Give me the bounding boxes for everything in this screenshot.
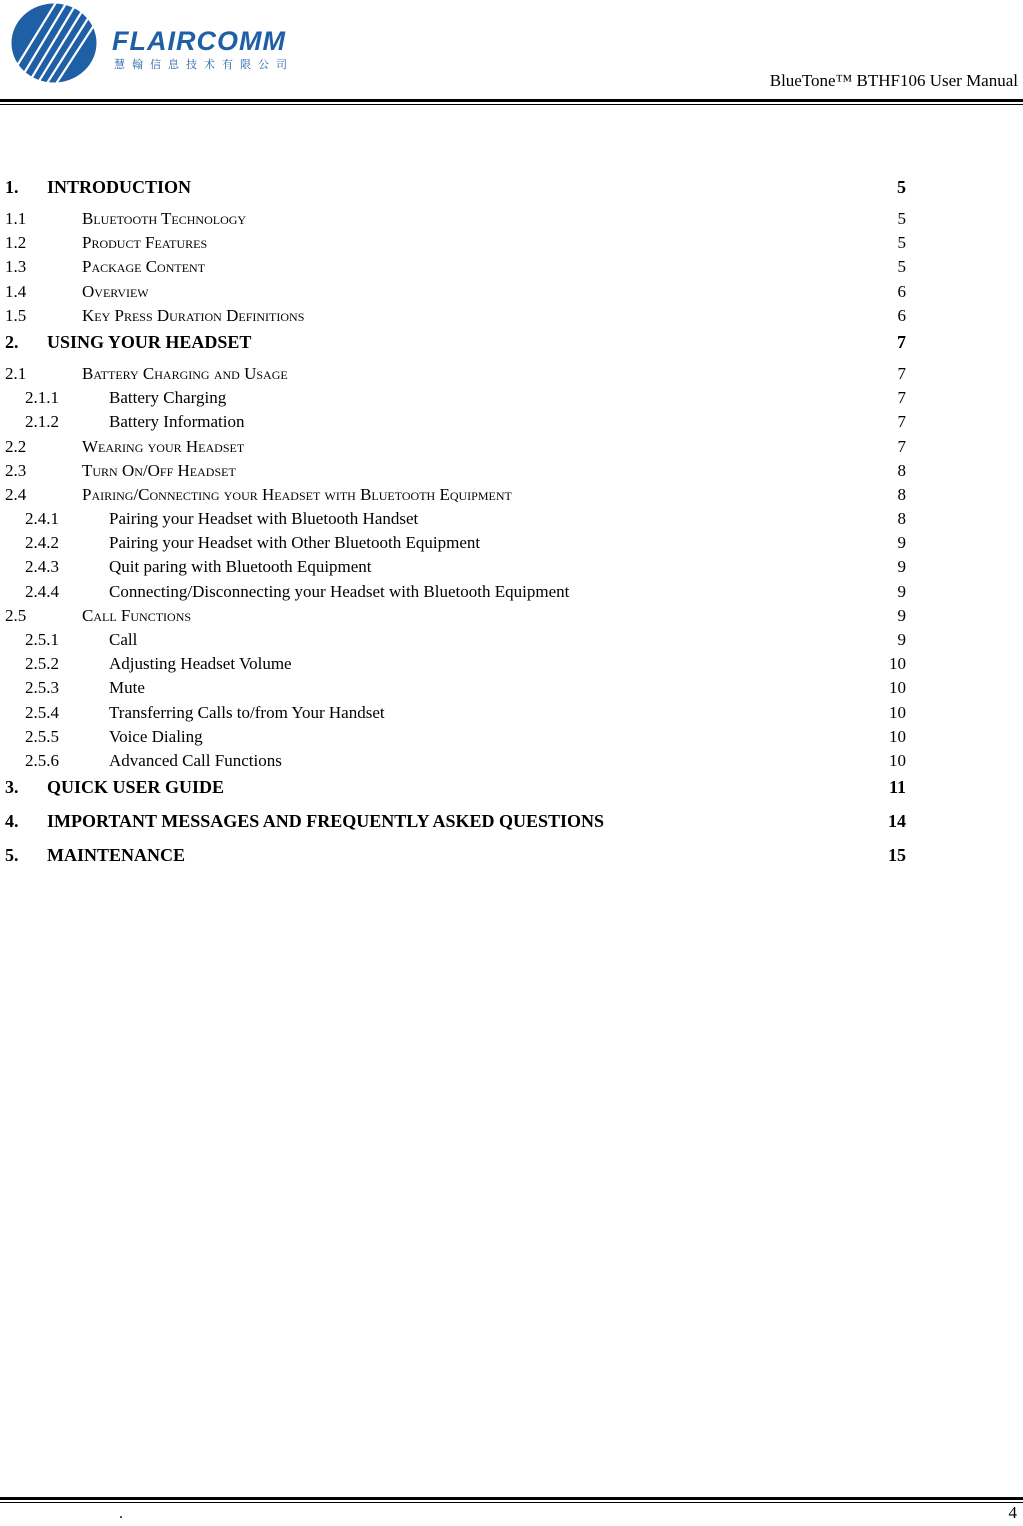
toc-entry-page: 7 xyxy=(897,388,906,408)
header-rule-thin xyxy=(0,104,1023,105)
toc-entry-title: Transferring Calls to/from Your Handset xyxy=(109,702,385,722)
toc-entry-number: 3. xyxy=(5,777,19,798)
toc-entry-number: 1. xyxy=(5,177,19,197)
flaircomm-globe-icon xyxy=(8,0,100,86)
toc-entry-page: 6 xyxy=(897,281,906,301)
toc-entry-number: 2.4 xyxy=(5,484,27,504)
toc-entry[interactable] xyxy=(5,807,906,841)
toc-entry[interactable] xyxy=(5,304,906,328)
toc-entry-number: 2.5 xyxy=(5,605,27,625)
toc-entry[interactable] xyxy=(5,531,906,555)
toc-entry-title: Bluetooth Technology xyxy=(82,209,247,228)
toc-entry-page: 6 xyxy=(897,305,906,325)
toc-entry-page: 7 xyxy=(897,436,906,456)
toc-entry-number: 2.5.2 xyxy=(25,654,59,674)
toc-entry-number: 4. xyxy=(5,811,19,832)
toc-entry-title: Battery Charging xyxy=(109,388,227,408)
toc-entry-number: 2.3 xyxy=(5,460,27,480)
toc-entry-title: MAINTENANCE xyxy=(47,845,186,866)
logo-wordmark: FLAIRCOMM xyxy=(112,26,286,56)
toc-entry-number: 2.4.4 xyxy=(25,581,59,601)
toc-entry-title: Key Press Duration Definitions xyxy=(82,305,305,325)
toc-entry-title: Wearing your Headset xyxy=(82,436,245,456)
toc-entry[interactable] xyxy=(5,386,906,410)
page-number: 4 xyxy=(1008,1503,1017,1522)
toc-entry[interactable] xyxy=(5,459,906,483)
toc-entry-page: 9 xyxy=(897,581,906,601)
toc-entry-title: Turn On/Off Headset xyxy=(82,460,236,480)
toc-entry-number: 2.2 xyxy=(5,436,27,456)
toc-entry-title: Call Functions xyxy=(82,605,192,625)
toc-entry[interactable] xyxy=(5,280,906,304)
toc-entry[interactable] xyxy=(5,255,906,279)
toc-entry-page: 8 xyxy=(897,509,906,529)
toc-entry-number: 1.5 xyxy=(5,305,27,325)
toc-entry-title: Connecting/Disconnecting your Headset with Bluetooth Equipment xyxy=(109,581,570,601)
toc-entry-title: Mute xyxy=(109,678,145,698)
toc-entry-title: Quit paring with Bluetooth Equipment xyxy=(109,557,372,577)
toc-entry-number: 1.2 xyxy=(5,233,27,253)
toc-entry-title: Pairing/Connecting your Headset with Bluetooth Equipment xyxy=(82,484,512,504)
toc-entry[interactable] xyxy=(5,749,906,773)
toc-entry-number: 2.5.5 xyxy=(25,726,59,746)
toc-entry[interactable] xyxy=(5,773,906,807)
footer-mark: . xyxy=(119,1505,123,1522)
toc-entry-number: 2.1.2 xyxy=(25,412,59,432)
toc-entry-page: 9 xyxy=(897,557,906,577)
toc-entry-number: 2.1 xyxy=(5,363,27,383)
toc-entry-title: Battery Charging and Usage xyxy=(82,363,288,383)
toc-entry-page: 5 xyxy=(897,177,906,197)
toc-entry-title: Adjusting Headset Volume xyxy=(109,654,292,674)
toc-entry-title: Package Content xyxy=(82,257,206,277)
toc-entry-number: 2.4.1 xyxy=(25,509,59,529)
toc-entry-number: 2.5.4 xyxy=(25,702,59,722)
toc-entry-title: USING YOUR HEADSET xyxy=(47,331,252,352)
toc-entry-number: 2.5.6 xyxy=(25,750,59,770)
toc-entry-number: 1.3 xyxy=(5,257,27,277)
toc-entry[interactable] xyxy=(5,725,906,749)
toc-entry-page: 10 xyxy=(889,702,906,722)
toc-entry[interactable] xyxy=(5,435,906,459)
toc-entry-page: 7 xyxy=(897,412,906,432)
toc-entry[interactable] xyxy=(5,841,906,875)
toc-entry[interactable] xyxy=(5,362,906,386)
toc-entry[interactable] xyxy=(5,652,906,676)
toc-entry-number: 2. xyxy=(5,331,19,352)
toc-entry[interactable] xyxy=(5,676,906,700)
toc-entry-page: 5 xyxy=(897,233,906,253)
flaircomm-logo xyxy=(8,0,318,86)
toc-entry-page: 8 xyxy=(897,460,906,480)
footer-rule-thick xyxy=(0,1497,1023,1500)
toc-entry[interactable] xyxy=(5,604,906,628)
header-rule-thick xyxy=(0,99,1023,102)
toc-entry-title: Overview xyxy=(82,281,149,301)
toc-entry[interactable] xyxy=(5,207,906,231)
toc-entry-page: 5 xyxy=(897,209,906,228)
toc-entry-page: 10 xyxy=(889,750,906,770)
table-of-contents xyxy=(5,173,906,875)
toc-entry[interactable] xyxy=(5,628,906,652)
toc-entry-page: 10 xyxy=(889,654,906,674)
toc-entry[interactable] xyxy=(5,580,906,604)
toc-entry-page: 9 xyxy=(897,605,906,625)
toc-entry[interactable] xyxy=(5,555,906,579)
toc-entry-page: 15 xyxy=(888,845,906,866)
logo-chinese-name: 慧翰信息技术有限公司 xyxy=(114,58,294,71)
toc-entry[interactable] xyxy=(5,483,906,507)
toc-entry-page: 8 xyxy=(897,484,906,504)
toc-entry-title: Product Features xyxy=(82,233,208,253)
toc-entry[interactable] xyxy=(5,328,906,362)
toc-entry-page: 9 xyxy=(897,533,906,553)
toc-entry[interactable] xyxy=(5,701,906,725)
document-title: BlueTone™ BTHF106 User Manual xyxy=(769,71,1018,90)
toc-entry-title: Pairing your Headset with Other Bluetooth Equipment xyxy=(109,533,481,553)
toc-entry-number: 5. xyxy=(5,845,19,866)
toc-entry-number: 2.4.3 xyxy=(25,557,59,577)
toc-entry[interactable] xyxy=(5,410,906,434)
toc-entry-title: QUICK USER GUIDE xyxy=(47,777,225,798)
toc-entry-title: Voice Dialing xyxy=(109,726,203,746)
toc-entry-title: IMPORTANT MESSAGES AND FREQUENTLY ASKED QUESTIONS xyxy=(47,811,604,832)
footer-rule-thin xyxy=(0,1502,1023,1503)
toc-entry-page: 10 xyxy=(889,678,906,698)
toc-entry-page: 10 xyxy=(889,726,906,746)
toc-entry-number: 1.4 xyxy=(5,281,27,301)
toc-entry-title: INTRODUCTION xyxy=(47,177,192,197)
toc-entry-title: Battery Information xyxy=(109,412,245,432)
toc-entry-page: 5 xyxy=(897,257,906,277)
toc-entry-number: 2.4.2 xyxy=(25,533,59,553)
toc-entry-page: 7 xyxy=(897,363,906,383)
toc-entry-number: 2.1.1 xyxy=(25,388,59,408)
toc-entry-page: 9 xyxy=(897,630,906,649)
toc-entry-page: 7 xyxy=(897,331,906,352)
toc-entry-number: 2.5.1 xyxy=(25,630,59,649)
toc-entry-page: 14 xyxy=(888,811,906,832)
toc-entry[interactable] xyxy=(5,173,906,207)
toc-entry-number: 1.1 xyxy=(5,209,27,228)
toc-entry[interactable] xyxy=(5,231,906,255)
toc-entry-title: Advanced Call Functions xyxy=(109,750,282,770)
toc-entry[interactable] xyxy=(5,507,906,531)
toc-entry-title: Pairing your Headset with Bluetooth Handset xyxy=(109,509,419,529)
toc-entry-title: Call xyxy=(109,630,138,649)
toc-entry-number: 2.5.3 xyxy=(25,678,59,698)
toc-entry-page: 11 xyxy=(888,777,906,798)
